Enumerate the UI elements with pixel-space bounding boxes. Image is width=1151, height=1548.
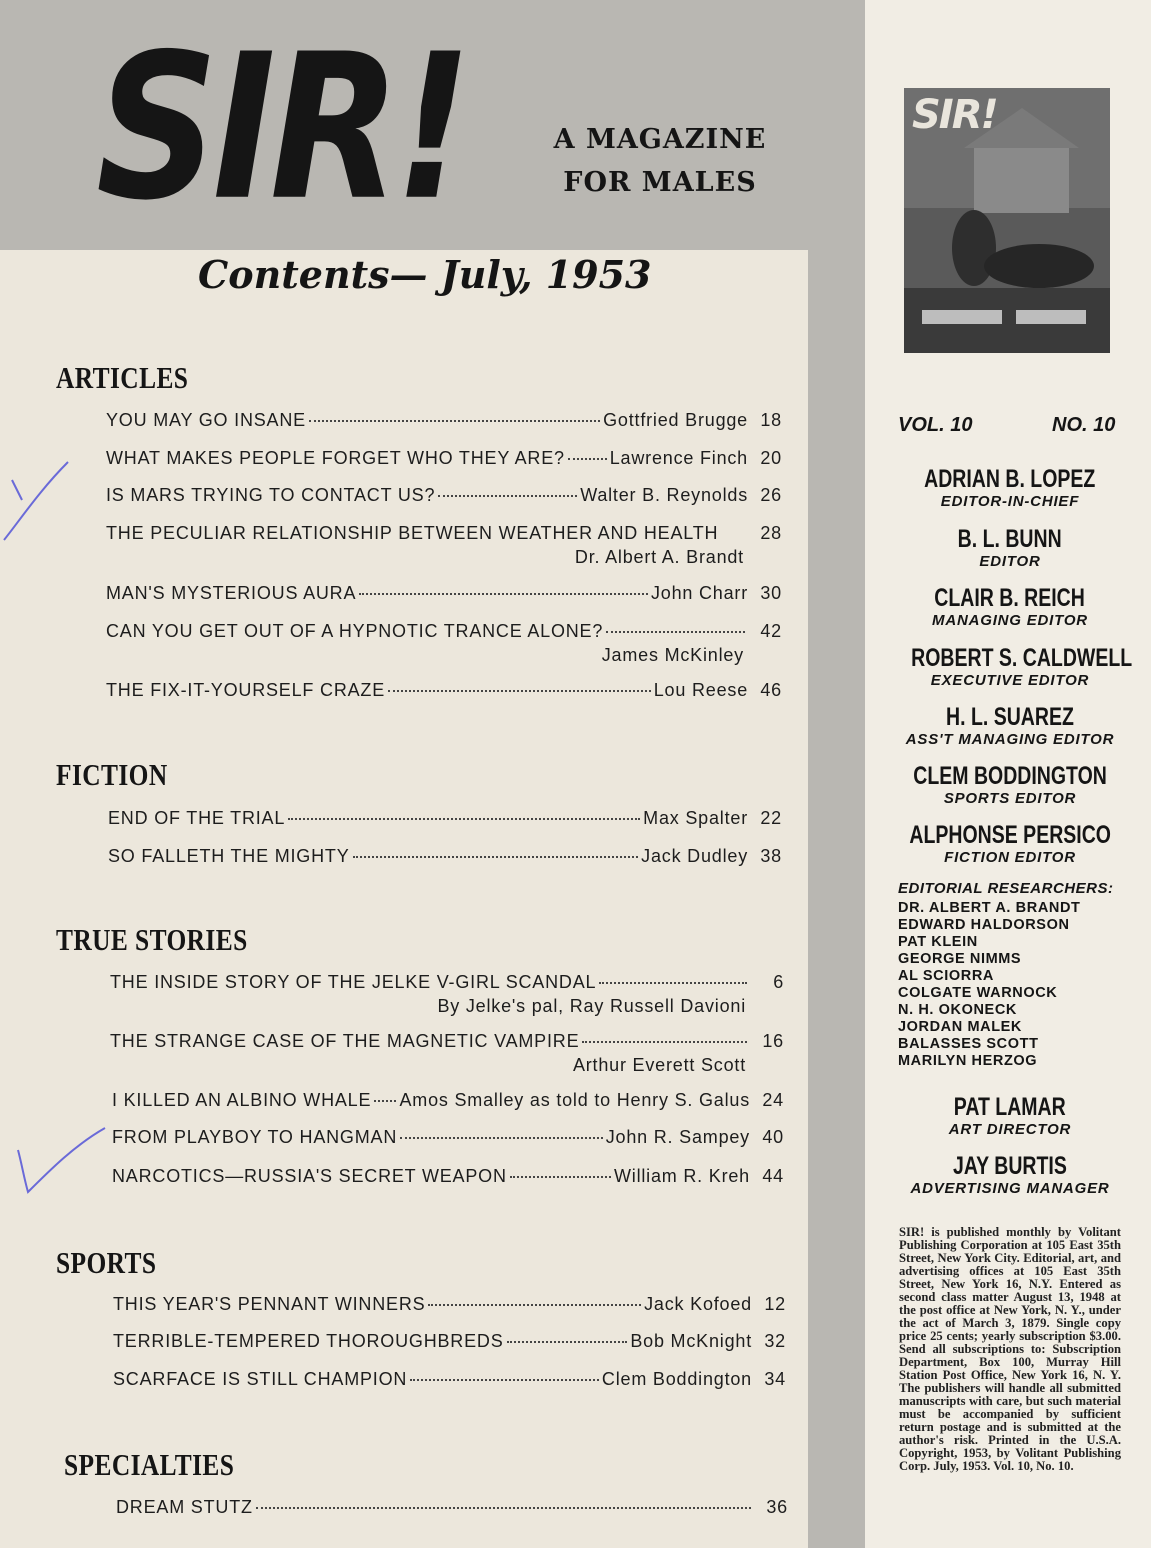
researcher-name: AL SCIORRA — [898, 968, 994, 984]
toc-entry[interactable] — [112, 1127, 784, 1148]
entry-title: CAN YOU GET OUT OF A HYPNOTIC TRANCE ALONE? — [106, 621, 604, 641]
leader-dots — [309, 420, 600, 422]
leader-dots — [582, 1041, 747, 1043]
section-heading-fiction: FICTION — [56, 757, 168, 792]
entry-title: THE PECULIAR RELATIONSHIP BETWEEN WEATHER AND HEALTH — [106, 523, 719, 543]
entry-author: Clem Boddington — [601, 1369, 752, 1389]
leader-dots — [568, 458, 607, 460]
staff-name: ADRIAN B. LOPEZ — [924, 465, 1096, 493]
leader-dots — [288, 818, 640, 820]
toc-entry[interactable] — [112, 1166, 784, 1187]
section-heading-sports: SPORTS — [56, 1245, 157, 1280]
toc-entry[interactable] — [106, 583, 782, 604]
staff-role: ASS'T MANAGING EDITOR — [905, 731, 1115, 748]
tagline-line-2: FOR MALES — [563, 167, 757, 198]
researcher-name: DR. ALBERT A. BRANDT — [898, 900, 1081, 916]
cover-thumbnail — [904, 88, 1110, 353]
staff-credit — [880, 645, 1140, 690]
entry-page: 40 — [762, 1127, 784, 1147]
leader-dots — [388, 690, 651, 692]
entry-page: 36 — [766, 1497, 788, 1517]
staff-credit — [880, 1153, 1140, 1198]
entry-author: Max Spalter — [643, 808, 748, 828]
leader-dots — [256, 1507, 751, 1509]
entry-page: 12 — [764, 1294, 786, 1314]
toc-entry[interactable] — [116, 1497, 788, 1518]
staff-role: FICTION EDITOR — [944, 849, 1076, 866]
staff-role: MANAGING EDITOR — [932, 612, 1088, 629]
entry-page: 30 — [760, 583, 782, 603]
leader-dots — [510, 1176, 611, 1178]
researcher-name: N. H. OKONECK — [898, 1002, 1017, 1018]
entry-page: 46 — [760, 680, 782, 700]
entry-page: 6 — [773, 972, 784, 992]
pen-check-mark-icon — [10, 1120, 110, 1210]
entry-author: By Jelke's pal, Ray Russell Davioni — [437, 996, 746, 1016]
entry-author: James McKinley — [601, 645, 744, 665]
leader-dots — [438, 495, 577, 497]
entry-author: John Charr — [650, 583, 748, 603]
entry-title: DREAM STUTZ — [116, 1497, 253, 1517]
entry-title: SO FALLETH THE MIGHTY — [108, 846, 350, 866]
pen-check-mark-icon — [0, 455, 75, 550]
contents-title: Contents— July, 1953 — [198, 252, 652, 297]
researcher-name: EDWARD HALDORSON — [898, 917, 1070, 933]
entry-author: Walter B. Reynolds — [580, 485, 748, 505]
researcher-name: BALASSES SCOTT — [898, 1036, 1039, 1052]
entry-title: THIS YEAR'S PENNANT WINNERS — [113, 1294, 426, 1314]
entry-page: 20 — [760, 448, 782, 468]
leader-dots — [353, 856, 639, 858]
toc-entry[interactable] — [106, 621, 782, 666]
volume-number: VOL. 10 — [898, 414, 973, 436]
entry-author: Lou Reese — [653, 680, 748, 700]
entry-page: 16 — [762, 1031, 784, 1051]
entry-page: 32 — [764, 1331, 786, 1351]
entry-author: William R. Kreh — [613, 1166, 750, 1186]
researcher-name: GEORGE NIMMS — [898, 951, 1022, 967]
researcher-name: MARILYN HERZOG — [898, 1053, 1038, 1069]
staff-name: CLAIR B. REICH — [934, 584, 1086, 612]
staff-role: ADVERTISING MANAGER — [910, 1180, 1110, 1197]
leader-dots — [400, 1137, 603, 1139]
entry-page: 44 — [762, 1166, 784, 1186]
entry-author: Amos Smalley as told to Henry S. Galus — [399, 1090, 750, 1110]
toc-entry[interactable] — [106, 523, 782, 568]
staff-name: PAT LAMAR — [954, 1093, 1066, 1121]
staff-role: ART DIRECTOR — [948, 1121, 1072, 1138]
section-heading-specialties: SPECIALTIES — [64, 1447, 235, 1482]
toc-entry[interactable] — [113, 1331, 786, 1352]
entry-title: I KILLED AN ALBINO WHALE — [112, 1090, 372, 1110]
toc-entry[interactable] — [106, 485, 782, 506]
cover-logo: SIR! — [912, 92, 997, 138]
researcher-name: COLGATE WARNOCK — [898, 985, 1058, 1001]
staff-name: ALPHONSE PERSICO — [909, 821, 1111, 849]
staff-name: JAY BURTIS — [953, 1152, 1067, 1180]
staff-credit — [880, 466, 1140, 511]
entry-author: Jack Dudley — [641, 846, 748, 866]
staff-name: ROBERT S. CALDWELL — [911, 644, 1133, 672]
section-heading-true-stories: TRUE STORIES — [56, 922, 248, 957]
entry-page: 26 — [760, 485, 782, 505]
leader-dots — [359, 593, 648, 595]
entry-author: Gottfried Brugge — [603, 410, 748, 430]
toc-entry[interactable] — [108, 808, 782, 829]
leader-dots — [599, 982, 747, 984]
entry-title: NARCOTICS—RUSSIA'S SECRET WEAPON — [112, 1166, 507, 1186]
toc-entry[interactable] — [113, 1369, 786, 1390]
side-border — [808, 250, 865, 1548]
entry-author: Jack Kofoed — [644, 1294, 752, 1314]
entry-author: Dr. Albert A. Brandt — [574, 547, 744, 567]
staff-credit — [880, 526, 1140, 571]
entry-title: SCARFACE IS STILL CHAMPION — [113, 1369, 408, 1389]
entry-title: TERRIBLE-TEMPERED THOROUGHBREDS — [113, 1331, 504, 1351]
entry-title: WHAT MAKES PEOPLE FORGET WHO THEY ARE? — [106, 448, 565, 468]
staff-credit — [880, 1094, 1140, 1139]
staff-credit — [880, 585, 1140, 630]
staff-name: B. L. BUNN — [957, 525, 1062, 553]
leader-dots — [410, 1379, 599, 1381]
toc-entry[interactable] — [110, 1031, 784, 1076]
entry-author: Arthur Everett Scott — [572, 1055, 746, 1075]
researcher-name: JORDAN MALEK — [898, 1019, 1023, 1035]
staff-name: H. L. SUAREZ — [946, 703, 1074, 731]
entry-page: 22 — [760, 808, 782, 828]
entry-title: MAN'S MYSTERIOUS AURA — [106, 583, 357, 603]
entry-page: 38 — [760, 846, 782, 866]
leader-dots — [606, 631, 745, 633]
staff-name: CLEM BODDINGTON — [913, 762, 1107, 790]
leader-dots — [507, 1341, 628, 1343]
toc-entry[interactable] — [113, 1294, 786, 1315]
issue-number: NO. 10 — [1052, 414, 1116, 436]
leader-dots — [374, 1100, 396, 1102]
entry-page: 18 — [760, 410, 782, 430]
staff-credit — [880, 763, 1140, 808]
toc-entry[interactable] — [112, 1090, 784, 1111]
toc-entry[interactable] — [106, 680, 782, 701]
entry-page: 34 — [764, 1369, 786, 1389]
entry-title: THE FIX-IT-YOURSELF CRAZE — [106, 680, 386, 700]
researchers-heading: EDITORIAL RESEARCHERS: — [898, 880, 1114, 897]
toc-entry[interactable] — [110, 972, 784, 1017]
staff-role: EDITOR-IN-CHIEF — [940, 493, 1080, 510]
entry-author: Lawrence Finch — [609, 448, 748, 468]
tagline-line-1: A MAGAZINE — [553, 124, 767, 155]
entry-title: THE STRANGE CASE OF THE MAGNETIC VAMPIRE — [110, 1031, 580, 1051]
entry-author: John R. Sampey — [605, 1127, 750, 1147]
entry-title: END OF THE TRIAL — [108, 808, 286, 828]
editorial-researchers — [898, 880, 1113, 1070]
entry-title: IS MARS TRYING TO CONTACT US? — [106, 485, 436, 505]
entry-title: FROM PLAYBOY TO HANGMAN — [112, 1127, 398, 1147]
entry-title: YOU MAY GO INSANE — [106, 410, 306, 430]
publication-notice: SIR! is published monthly by Volitant Publishing Corporation at 105 East 35th Street, New York City. Editorial, art, and advertising offices at 105 East 35th Street, New York 16, N.Y. Entered as second class matter August 13, 1948 at the post office at New York, N. Y., under the act of March 3, 1879. Single copy price 25 cents; yearly subscription $3.00. Send all subscriptions to: Subscription Department, Box 100, Murray Hill Station Post Office, New York 16, N. Y. The publishers will handle all submitted manuscripts with care, but such material must be accompanied by sufficient return postage and is submitted at the author's risk. Printed in the U.S.A. Copyright, 1953, by Volitant Publishing Corp. July, 1953. Vol. 10, No. 10. — [899, 1225, 1121, 1473]
toc-entry[interactable] — [106, 410, 782, 431]
toc-entry[interactable] — [106, 448, 782, 469]
leader-dots — [428, 1304, 641, 1306]
toc-entry[interactable] — [108, 846, 782, 867]
staff-role: SPORTS EDITOR — [943, 790, 1077, 807]
staff-credit — [880, 822, 1140, 867]
researcher-name: PAT KLEIN — [898, 934, 978, 950]
entry-title: THE INSIDE STORY OF THE JELKE V-GIRL SCANDAL — [110, 972, 597, 992]
entry-author: Bob McKnight — [630, 1331, 752, 1351]
entry-page: 42 — [760, 621, 782, 641]
entry-page: 28 — [760, 523, 782, 543]
staff-credit — [880, 704, 1140, 749]
magazine-logo: SIR! — [96, 11, 467, 246]
entry-page: 24 — [762, 1090, 784, 1110]
tagline — [540, 118, 780, 204]
section-heading-articles: ARTICLES — [56, 360, 189, 395]
staff-role: EXECUTIVE EDITOR — [930, 672, 1090, 689]
staff-role: EDITOR — [979, 553, 1041, 570]
